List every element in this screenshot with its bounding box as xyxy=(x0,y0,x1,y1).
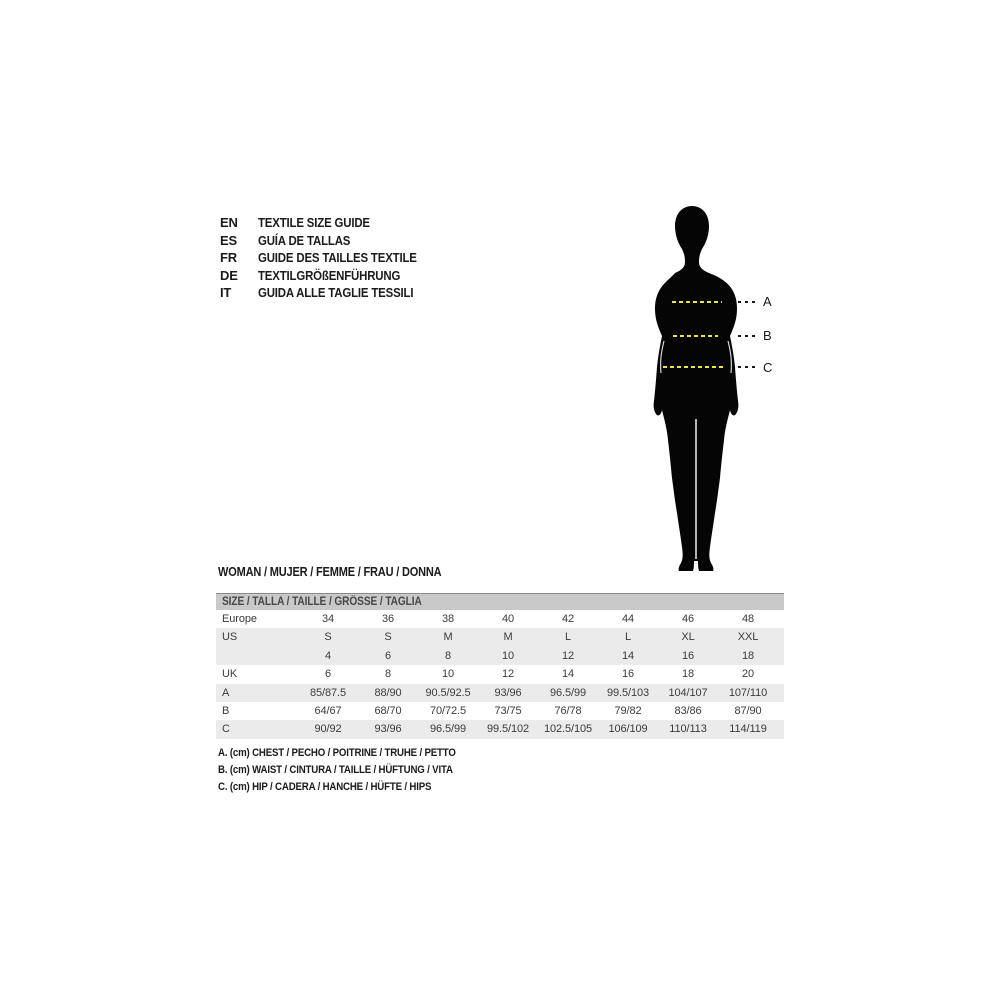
table-cell: 8 xyxy=(384,668,392,681)
language-row-en xyxy=(220,214,438,232)
figure-label-b: B xyxy=(763,328,772,343)
table-cell: 6 xyxy=(384,649,392,662)
row-label: A xyxy=(222,686,230,699)
language-code: IT xyxy=(220,285,232,300)
table-cell: 93/96 xyxy=(494,686,522,699)
table-cell: 12 xyxy=(561,649,575,662)
table-cell: 4 xyxy=(324,649,332,662)
table-cell: 96.5/99 xyxy=(429,723,466,736)
table-row-waist-b xyxy=(216,702,784,720)
table-cell: 87/90 xyxy=(734,704,762,717)
row-label: B xyxy=(222,704,230,717)
table-cell: 14 xyxy=(621,649,635,662)
table-row-hip-c xyxy=(216,720,784,738)
language-title: TEXTILE SIZE GUIDE xyxy=(258,215,370,230)
table-cell: 6 xyxy=(324,668,332,681)
table-cell: 90.5/92.5 xyxy=(425,686,471,699)
language-row-fr xyxy=(220,249,438,267)
language-code: ES xyxy=(220,232,237,248)
language-title: GUIDE DES TAILLES TEXTILE xyxy=(258,250,417,265)
note-text: B. (cm) WAIST / CINTURA / TAILLE / HÜFTUNG / VITA xyxy=(218,764,453,776)
table-cell: S xyxy=(384,631,392,644)
table-cell: M xyxy=(503,631,513,644)
table-cell: 18 xyxy=(741,649,755,662)
table-cell: 34 xyxy=(321,613,335,625)
language-title: GUÍA DE TALLAS xyxy=(258,232,351,248)
language-code: FR xyxy=(220,250,237,265)
table-cell: 46 xyxy=(681,613,695,625)
table-cell: 73/75 xyxy=(494,704,522,717)
language-guide-list xyxy=(220,214,438,302)
table-cell: S xyxy=(324,631,332,644)
table-cell: 10 xyxy=(501,649,515,662)
note-text: C. (cm) HIP / CADERA / HANCHE / HÜFTE / HIPS xyxy=(218,781,432,793)
table-cell: 36 xyxy=(381,613,395,625)
figure-label-a: A xyxy=(763,294,772,309)
table-cell: 99.5/102 xyxy=(486,723,530,736)
table-cell: 10 xyxy=(441,668,455,681)
table-cell: 12 xyxy=(501,668,515,681)
table-cell: 114/119 xyxy=(729,723,767,736)
table-cell: 88/90 xyxy=(374,686,402,699)
table-cell: 44 xyxy=(621,613,635,625)
table-cell: 79/82 xyxy=(614,704,642,717)
table-cell: 70/72.5 xyxy=(429,704,466,717)
table-cell: 85/87.5 xyxy=(309,686,346,699)
table-row-uk xyxy=(216,665,784,683)
size-table-header xyxy=(216,593,784,610)
table-cell: 83/86 xyxy=(674,704,702,717)
row-label xyxy=(216,647,298,665)
language-row-it xyxy=(220,284,438,302)
table-cell: 16 xyxy=(621,668,635,681)
language-title: TEXTILGRÖßENFÜHRUNG xyxy=(258,267,401,283)
table-cell: 20 xyxy=(741,668,755,681)
row-label: US xyxy=(222,631,238,644)
table-cell: 14 xyxy=(561,668,575,681)
table-cell: XXL xyxy=(737,631,759,644)
table-cell: 68/70 xyxy=(374,704,402,717)
table-cell: 76/78 xyxy=(554,704,582,717)
note-line-waist xyxy=(218,762,488,779)
table-cell: 93/96 xyxy=(374,723,402,736)
table-cell: L xyxy=(624,631,632,644)
row-label: UK xyxy=(222,668,238,681)
table-cell: M xyxy=(443,631,453,644)
table-cell: XL xyxy=(681,631,695,644)
note-text: A. (cm) CHEST / PECHO / POITRINE / TRUHE / PETTO xyxy=(218,747,456,759)
figure-label-c: C xyxy=(763,360,773,375)
table-cell: L xyxy=(564,631,572,644)
size-table xyxy=(216,593,784,739)
row-label: Europe xyxy=(222,613,257,625)
language-row-de xyxy=(220,267,438,285)
table-cell: 90/92 xyxy=(314,723,342,736)
table-cell: 16 xyxy=(681,649,695,662)
table-cell: 38 xyxy=(441,613,455,625)
size-table-header-text: SIZE / TALLA / TAILLE / GRÖSSE / TAGLIA xyxy=(222,596,422,608)
language-title: GUIDA ALLE TAGLIE TESSILI xyxy=(258,285,414,300)
table-cell: 8 xyxy=(444,649,452,662)
table-row-europe xyxy=(216,610,784,628)
table-cell: 107/110 xyxy=(728,686,768,699)
table-cell: 42 xyxy=(561,613,575,625)
table-cell: 18 xyxy=(681,668,695,681)
table-row-us xyxy=(216,628,784,646)
table-cell: 110/113 xyxy=(669,723,707,736)
table-cell: 48 xyxy=(741,613,755,625)
note-line-hip xyxy=(218,779,488,796)
table-title xyxy=(218,565,472,579)
language-code: EN xyxy=(220,215,238,230)
table-title-text: WOMAN / MUJER / FEMME / FRAU / DONNA xyxy=(218,565,442,579)
table-cell: 102.5/105 xyxy=(543,723,593,736)
measurement-notes xyxy=(218,745,488,796)
table-cell: 104/107 xyxy=(668,686,708,699)
language-code: DE xyxy=(220,267,238,283)
table-cell: 96.5/99 xyxy=(549,686,586,699)
table-cell: 99.5/103 xyxy=(606,686,650,699)
table-row-us-numeric xyxy=(216,647,784,665)
woman-silhouette-icon xyxy=(615,195,785,580)
table-cell: 64/67 xyxy=(314,704,342,717)
table-cell: 40 xyxy=(501,613,515,625)
table-row-chest-a xyxy=(216,684,784,702)
row-label: C xyxy=(222,723,230,736)
woman-measurement-figure xyxy=(615,195,785,580)
language-row-es xyxy=(220,232,438,250)
note-line-chest xyxy=(218,745,488,762)
table-cell: 106/109 xyxy=(608,723,648,736)
